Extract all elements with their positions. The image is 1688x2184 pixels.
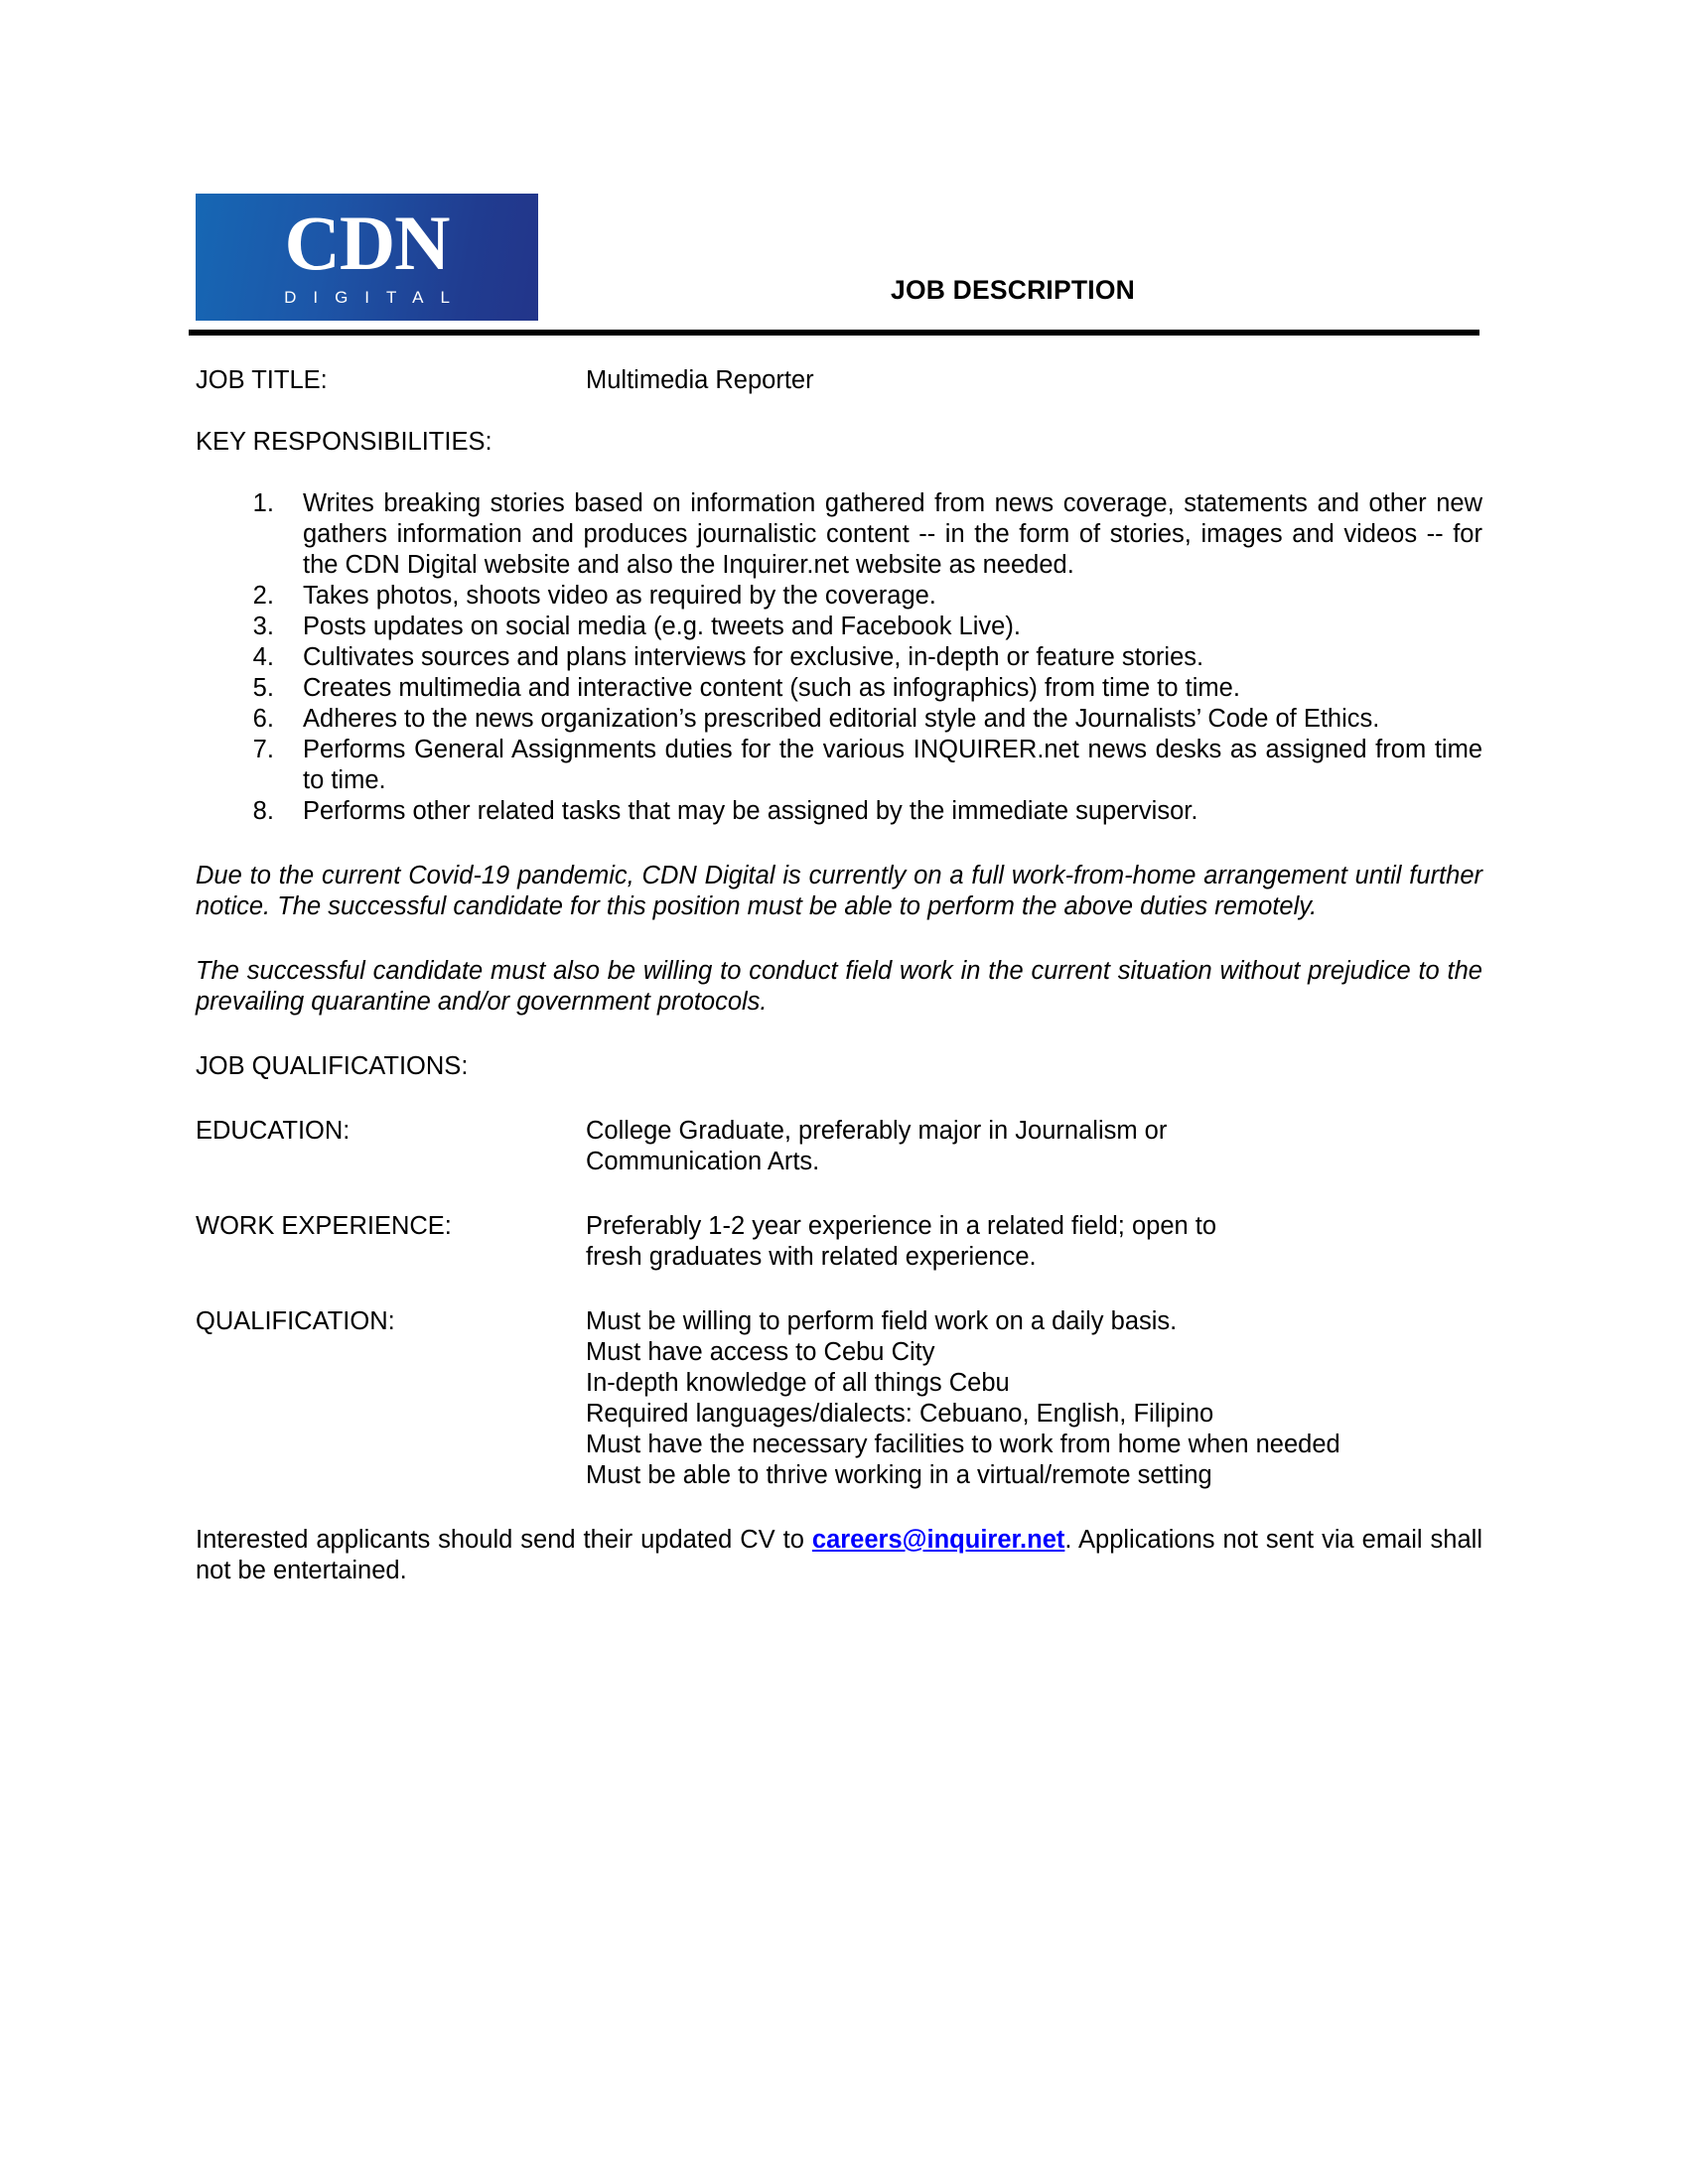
fieldwork-note-paragraph: The successful candidate must also be willing to conduct field work in the current situation without prejudice to the prevailing quarantine and/or government protocols. bbox=[196, 957, 1482, 1016]
careers-email-link[interactable]: careers@inquirer.net bbox=[811, 1526, 1065, 1554]
job-title-label: JOB TITLE: bbox=[196, 366, 328, 394]
cdn-digital-logo bbox=[196, 194, 538, 321]
education-label: EDUCATION: bbox=[196, 1117, 351, 1145]
value-line: Required languages/dialects: Cebuano, English, Filipino bbox=[586, 1400, 1214, 1428]
value-line: Preferably 1-2 year experience in a related field; open to bbox=[586, 1212, 1217, 1240]
key-responsibilities-heading: KEY RESPONSIBILITIES: bbox=[196, 428, 492, 456]
spacer bbox=[196, 1273, 1482, 1306]
spacer bbox=[196, 1177, 1482, 1211]
logo-wordmark: CDN bbox=[284, 200, 450, 286]
responsibilities-list bbox=[196, 488, 1482, 827]
apply-prefix-text: Interested applicants should send their updated CV to bbox=[196, 1526, 812, 1554]
job-title-row bbox=[196, 365, 1482, 396]
list-item: 8. Performs other related tasks that may be assigned by the immediate supervisor. bbox=[281, 796, 1482, 827]
list-item: 7. Performs General Assignments duties for the various INQUIRER.net news desks as assigned from time to time. bbox=[281, 735, 1482, 796]
job-title-value: Multimedia Reporter bbox=[586, 366, 814, 394]
document-header bbox=[189, 194, 1479, 338]
spacer bbox=[196, 1018, 1482, 1051]
education-row bbox=[196, 1116, 1482, 1177]
list-item: 6. Adheres to the news organization’s prescribed editorial style and the Journalists’ Code of Ethics. bbox=[281, 704, 1482, 735]
list-item: 4. Cultivates sources and plans interviews for exclusive, in-depth or feature stories. bbox=[281, 642, 1482, 673]
qualification-label: QUALIFICATION: bbox=[196, 1307, 395, 1335]
apply-suffix-text: . Applications not sent via email shall not be entertained. bbox=[196, 1526, 1482, 1584]
spacer bbox=[196, 827, 1482, 861]
application-instructions bbox=[196, 1525, 1482, 1586]
header-divider bbox=[189, 330, 1479, 336]
education-value bbox=[586, 1116, 1460, 1177]
value-line: fresh graduates with related experience. bbox=[586, 1243, 1037, 1271]
covid-note-paragraph: Due to the current Covid-19 pandemic, CDN Digital is currently on a full work-from-home arrangement until further notice. The successful candidate for this position must be able to perform the above duties remotely. bbox=[196, 862, 1482, 920]
document-body bbox=[196, 365, 1482, 1586]
value-line: College Graduate, preferably major in Journalism or bbox=[586, 1117, 1168, 1145]
spacer bbox=[196, 396, 1482, 427]
qualification-value bbox=[586, 1306, 1460, 1491]
value-line: Communication Arts. bbox=[586, 1148, 820, 1175]
spacer bbox=[196, 922, 1482, 956]
spacer bbox=[196, 1491, 1482, 1525]
spacer bbox=[196, 458, 1482, 488]
spacer bbox=[196, 1082, 1482, 1116]
list-item: 2. Takes photos, shoots video as required by the coverage. bbox=[281, 581, 1482, 612]
page-title: JOB DESCRIPTION bbox=[891, 275, 1135, 305]
value-line: In-depth knowledge of all things Cebu bbox=[586, 1369, 1010, 1397]
value-line: Must have the necessary facilities to work from home when needed bbox=[586, 1431, 1340, 1458]
value-line: Must have access to Cebu City bbox=[586, 1338, 935, 1366]
qualification-row bbox=[196, 1306, 1482, 1491]
work-experience-value bbox=[586, 1211, 1460, 1273]
work-experience-label: WORK EXPERIENCE: bbox=[196, 1212, 452, 1240]
list-item: 5. Creates multimedia and interactive content (such as infographics) from time to time. bbox=[281, 673, 1482, 704]
work-experience-row bbox=[196, 1211, 1482, 1273]
list-item: 1. Writes breaking stories based on information gathered from news coverage, statements and other new gathers information and produces journalistic content -- in the form of stories, images and videos -- for the CDN Digital website and also the Inquirer.net website as needed. bbox=[281, 488, 1482, 581]
job-qualifications-heading: JOB QUALIFICATIONS: bbox=[196, 1052, 469, 1080]
logo-subtitle: DIGITAL bbox=[284, 288, 467, 307]
list-item: 3. Posts updates on social media (e.g. tweets and Facebook Live). bbox=[281, 612, 1482, 642]
value-line: Must be able to thrive working in a virtual/remote setting bbox=[586, 1461, 1212, 1489]
value-line: Must be willing to perform field work on a daily basis. bbox=[586, 1307, 1178, 1335]
